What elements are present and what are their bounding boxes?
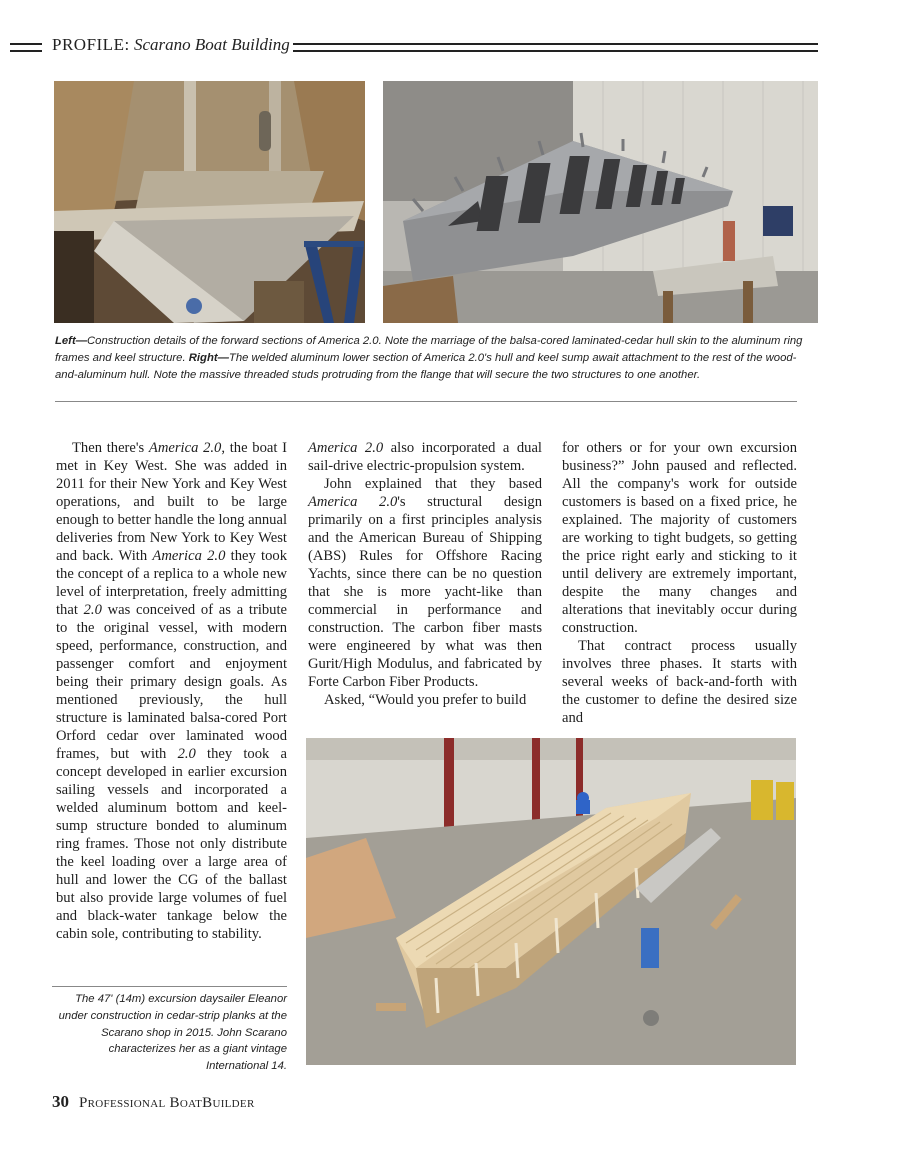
header-rule-left — [10, 43, 42, 52]
header-section-label: PROFILE: — [52, 35, 130, 54]
page-number: 30 — [52, 1092, 69, 1111]
magazine-name: Professional BoatBuilder — [79, 1095, 255, 1111]
paragraph: for others or for your own excursion business?” John paused and reflected. All the company's work for outside customers is based on a fixed price, he explained. The majority of customers are working to tight budgets, so getting the price right early and sticking to it until delivery are extremely important, despite the many changes and alterations that inevitably occur during construction. — [562, 440, 797, 636]
paragraph: Asked, “Would you prefer to build — [324, 692, 527, 708]
caption-left-text: Construction details of the forward sections of America 2.0. Note the marriage of the balsa-cored laminated-cedar hull skin to the aluminum ring frames and keel structure. — [55, 335, 803, 364]
paragraph: Then there's America 2.0, the boat I met in Key West. She was added in 2011 for their New York and Key West operations, and built to be large enough to better handle the long annual deliveries from New York to Key West and back. With America 2.0 they took the concept of a replica to a whole new level of interpretation, freely admitting that 2.0 was conceived of as a tribute to the original vessel, with modern speed, performance, construction, and passenger comfort and enjoyment being their primary design goals. As mentioned previously, the hull structure is laminated balsa-cored Port Orford cedar over laminated wood frames, but with 2.0 they took a concept developed in earlier excursion sailing vessels and incorporated a welded aluminum bottom and keel-sump structure bonded to aluminum ring frames. Those not only distribute the keel loading over a large area of hull and lower the CG of the ballast but also provide large volumes of fuel and black-water tankage below the cabin sole, contributing to stability. — [56, 440, 287, 942]
header-rule-right — [293, 43, 818, 52]
photo-caption-bottom: The 47' (14m) excursion daysailer Eleanor under construction in cedar-strip planks at the Scarano shop in 2015. John Scarano characterizes her as a giant vintage International 14. — [58, 993, 287, 1073]
caption-divider — [52, 986, 287, 987]
caption-divider — [55, 401, 797, 402]
page-footer — [52, 1092, 255, 1112]
photo-eleanor-construction — [306, 738, 796, 1065]
body-column-2 — [308, 439, 542, 709]
caption-right-label: Right — [188, 351, 218, 364]
paragraph: That contract process usually involves three phases. It starts with several weeks of back-and-forth with the customer to define the desired size and — [562, 638, 797, 726]
paragraph: John explained that they based America 2.0's structural design primarily on a first principles analysis and the American Bureau of Shipping (ABS) Rules for Offshore Racing Yachts, since there can be no question that she is more yacht-like than commercial in performance and construction. The carbon fiber masts were engineered by what was then Gurit/High Modulus, and fabricated by Forte Carbon Fiber Products. — [308, 476, 542, 690]
paragraph: America 2.0 also incorporated a dual sail-drive electric-propulsion system. — [308, 440, 542, 474]
photo-forward-sections — [54, 81, 365, 323]
photo-caption-top: Left—Construction details of the forward sections of America 2.0. Note the marriage of the balsa-cored laminated-cedar hull skin to the aluminum ring frames and keel structure. Right—The welded aluminum lower section of America 2.0's hull and keel sump await attachment to the rest of the wood-and-aluminum hull. Note the massive threaded studs protruding from the flange that will secure the two structures to one another. — [55, 335, 803, 381]
caption-right-text: The welded aluminum lower section of America 2.0's hull and keel sump await attachment to the rest of the wood-and-aluminum hull. Note the massive threaded studs protruding from the flange that will secure the two structures to one another. — [55, 351, 797, 381]
caption-left-label: Left — [55, 335, 76, 347]
body-column-1 — [56, 439, 287, 943]
running-header — [52, 35, 290, 55]
header-article-title: Scarano Boat Building — [133, 35, 290, 54]
photo-aluminum-lower-section — [383, 81, 818, 323]
body-column-3 — [562, 439, 797, 727]
